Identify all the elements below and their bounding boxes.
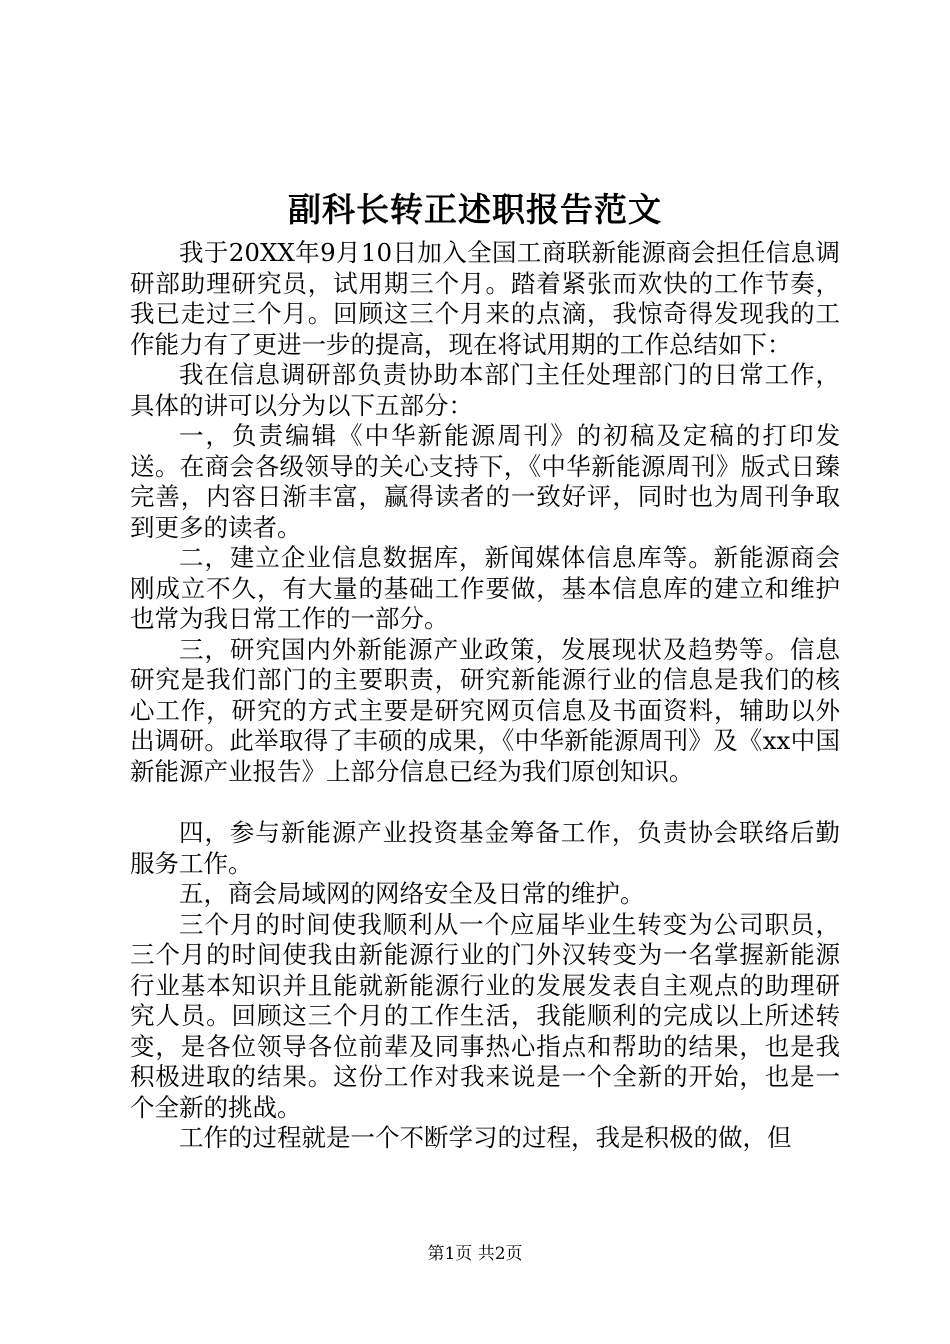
paragraph-item-3: 三，研究国内外新能源产业政策，发展现状及趋势等。信息研究是我们部门的主要职责，研究新能源行业的信息是我们的核心工作，研究的方式主要是研究网页信息及书面资料，辅助以外出调研。此举取得了丰硕的成果，《中华新能源周刊》及《xx中国新能源产业报告》上部分信息已经为我们原创知识。	[130, 634, 840, 786]
paragraph-item-2: 二，建立企业信息数据库，新闻媒体信息库等。新能源商会刚成立不久，有大量的基础工作要做，基本信息库的建立和维护也常为我日常工作的一部分。	[130, 543, 840, 633]
paragraph-item-4: 四，参与新能源产业投资基金筹备工作，负责协会联络后勤服务工作。	[130, 818, 840, 878]
paragraph-summary: 三个月的时间使我顺利从一个应届毕业生转变为公司职员，三个月的时间使我由新能源行业的门外汉转变为一名掌握新能源行业基本知识并且能就新能源行业的发展发表自主观点的助理研究人员。回顾这三个月的工作生活，我能顺利的完成以上所述转变，是各位领导各位前辈及同事热心指点和帮助的结果，也是我积极进取的结果。这份工作对我来说是一个全新的开始，也是一个全新的挑战。	[130, 909, 840, 1122]
document-body	[130, 238, 840, 1154]
paragraph-intro: 我于20XX年9月10日加入全国工商联新能源商会担任信息调研部助理研究员，试用期三个月。踏着紧张而欢快的工作节奏，我已走过三个月。回顾这三个月来的点滴，我惊奇得发现我的工作能力有了更进一步的提高，现在将试用期的工作总结如下：	[130, 238, 840, 359]
paragraph-duties: 我在信息调研部负责协助本部门主任处理部门的日常工作，具体的讲可以分为以下五部分：	[130, 360, 840, 420]
paragraph-closing: 工作的过程就是一个不断学习的过程，我是积极的做，但	[179, 1123, 792, 1152]
paragraph-item-1: 一，负责编辑《中华新能源周刊》的初稿及定稿的打印发送。在商会各级领导的关心支持下，《中华新能源周刊》版式日臻完善，内容日渐丰富，赢得读者的一致好评，同时也为周刊争取到更多的读者。	[130, 421, 840, 542]
paragraph-item-5: 五，商会局域网的网络安全及日常的维护。	[179, 879, 645, 908]
page-number: 第1页 共2页	[427, 1244, 523, 1264]
document-title: 副科长转正述职报告范文	[288, 190, 662, 229]
